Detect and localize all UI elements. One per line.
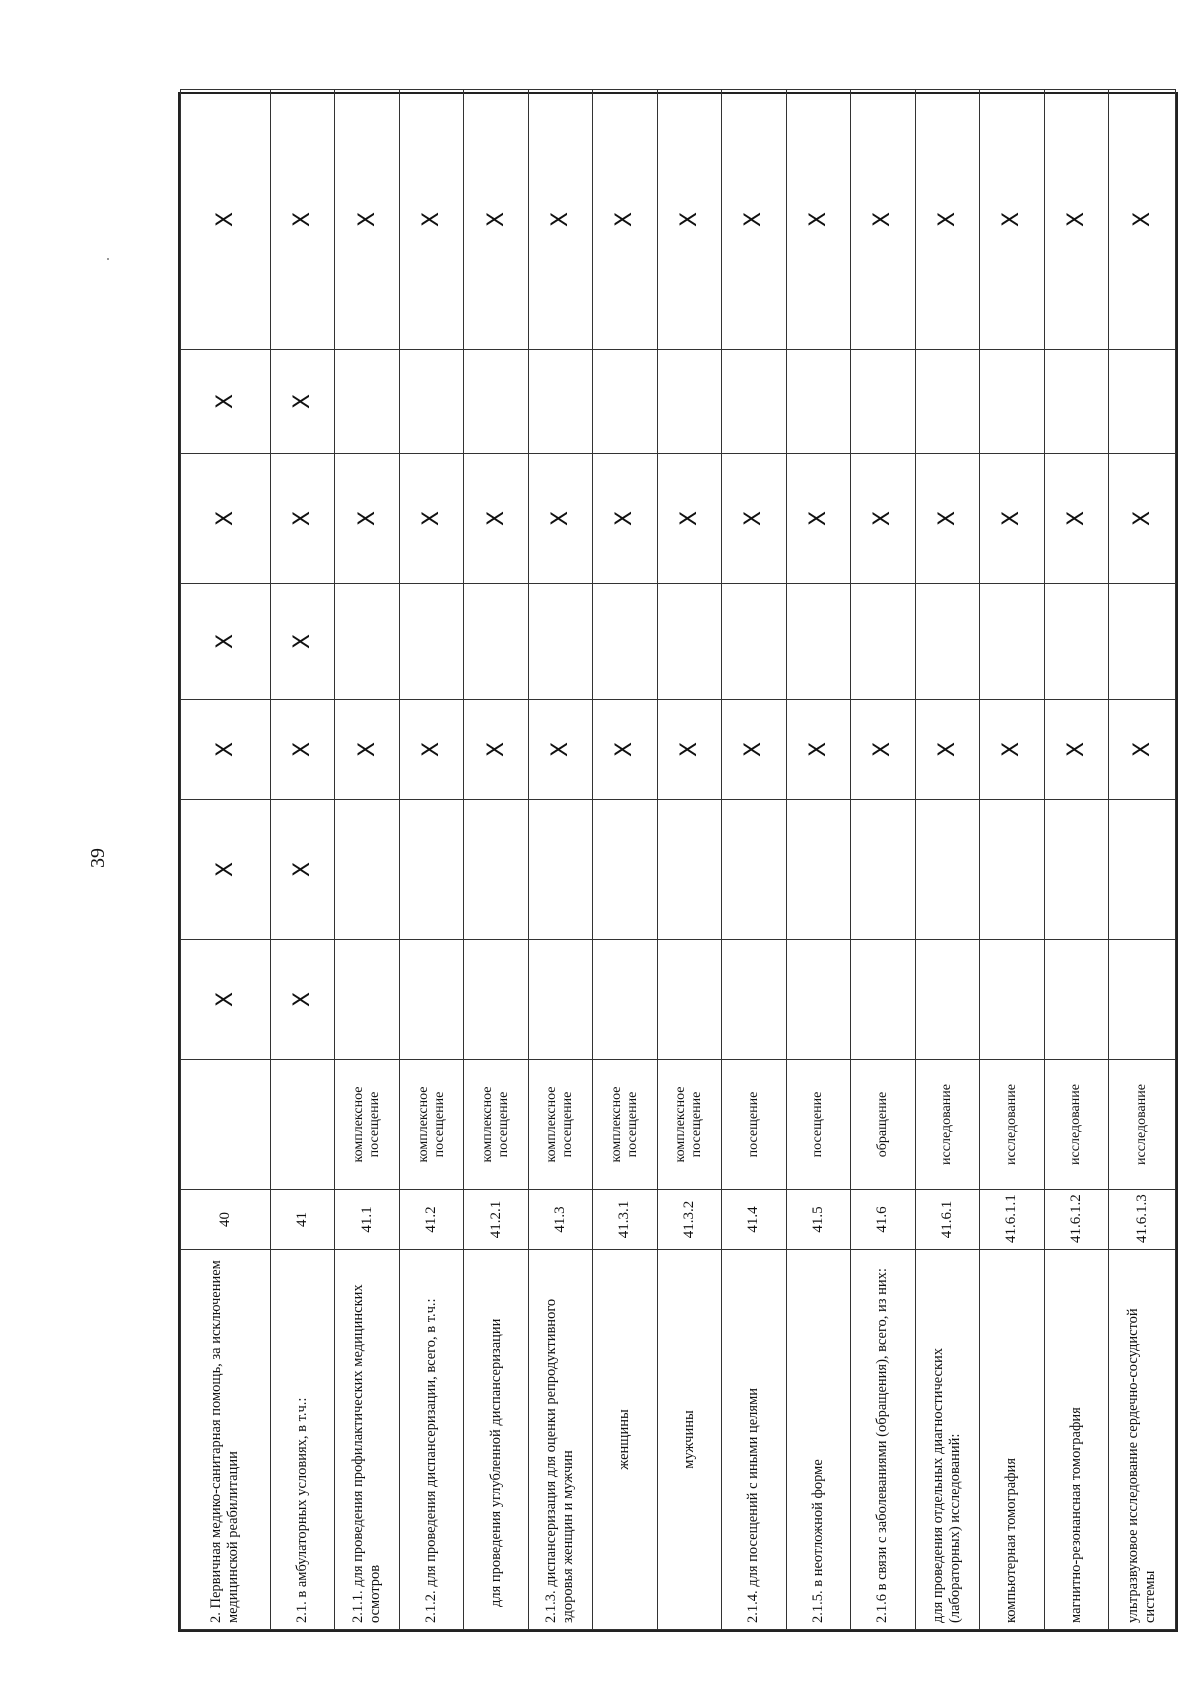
row-name-cell: женщины — [593, 1250, 657, 1630]
row-name-cell: 2.1.4. для посещений с иными целями — [722, 1250, 786, 1630]
mark-cell: X — [980, 454, 1044, 584]
mark-cell — [593, 940, 657, 1060]
mark-cell: X — [335, 454, 399, 584]
table-row — [528, 90, 592, 1630]
mark-cell — [915, 940, 979, 1060]
mark-cell — [915, 584, 979, 700]
mark-cell: X — [722, 454, 786, 584]
mark-cell — [399, 800, 463, 940]
mark-cell: X — [657, 700, 721, 800]
table-row — [786, 90, 850, 1630]
mark-cell: X — [270, 350, 334, 454]
row-unit-cell — [270, 1060, 334, 1190]
mark-cell: X — [181, 700, 271, 800]
mark-cell: X — [1044, 700, 1108, 800]
mark-cell — [851, 350, 915, 454]
mark-cell — [915, 800, 979, 940]
mark-cell: X — [270, 800, 334, 940]
row-code-cell: 41.6.1.2 — [1044, 1190, 1108, 1250]
table-row — [657, 90, 721, 1630]
mark-cell — [851, 584, 915, 700]
mark-cell: X — [980, 700, 1044, 800]
mark-cell — [335, 800, 399, 940]
mark-cell — [722, 350, 786, 454]
mark-cell — [915, 350, 979, 454]
mark-cell: X — [399, 700, 463, 800]
table-row — [270, 90, 334, 1630]
mark-cell — [1044, 584, 1108, 700]
mark-cell — [1044, 800, 1108, 940]
mark-cell: X — [851, 454, 915, 584]
mark-cell: X — [1109, 700, 1176, 800]
mark-cell: X — [399, 90, 463, 350]
row-unit-cell: комплексное посещение — [593, 1060, 657, 1190]
mark-cell — [1109, 584, 1176, 700]
row-code-cell: 41.4 — [722, 1190, 786, 1250]
row-unit-cell: комплексное посещение — [528, 1060, 592, 1190]
mark-cell — [528, 584, 592, 700]
mark-cell — [335, 940, 399, 1060]
row-name-cell: 2.1. в амбулаторных условиях, в т.ч.: — [270, 1250, 334, 1630]
mark-cell — [335, 584, 399, 700]
mark-cell — [464, 940, 528, 1060]
row-code-cell: 41.2 — [399, 1190, 463, 1250]
mark-cell: X — [270, 700, 334, 800]
mark-cell: X — [181, 584, 271, 700]
row-unit-cell: исследование — [1109, 1060, 1176, 1190]
table-row — [1109, 90, 1176, 1630]
row-name-cell: 2.1.1. для проведения профилактических медицинских осмотров — [335, 1250, 399, 1630]
mark-cell — [722, 800, 786, 940]
row-code-cell: 41.3.1 — [593, 1190, 657, 1250]
mark-cell: X — [464, 454, 528, 584]
mark-cell: X — [593, 700, 657, 800]
mark-cell — [980, 350, 1044, 454]
row-unit-cell: обращение — [851, 1060, 915, 1190]
row-unit-cell: комплексное посещение — [399, 1060, 463, 1190]
row-name-cell: мужчины — [657, 1250, 721, 1630]
table-row — [1044, 90, 1108, 1630]
mark-cell — [786, 350, 850, 454]
row-code-cell: 41.6.1 — [915, 1190, 979, 1250]
mark-cell: X — [722, 90, 786, 350]
table-row — [181, 90, 271, 1630]
mark-cell: X — [181, 350, 271, 454]
mark-cell — [657, 940, 721, 1060]
mark-cell: X — [657, 90, 721, 350]
mark-cell — [657, 800, 721, 940]
mark-cell: X — [915, 700, 979, 800]
mark-cell — [980, 800, 1044, 940]
page-number: 39 — [87, 848, 109, 868]
mark-cell: X — [851, 700, 915, 800]
mark-cell — [399, 584, 463, 700]
mark-cell — [657, 584, 721, 700]
table-row — [722, 90, 786, 1630]
row-name-cell: 2.1.5. в неотложной форме — [786, 1250, 850, 1630]
scan-speck — [107, 258, 109, 260]
row-name-cell: для проведения отдельных диагностических (лабораторных) исследований: — [915, 1250, 979, 1630]
row-unit-cell: исследование — [980, 1060, 1044, 1190]
row-code-cell: 41.3.2 — [657, 1190, 721, 1250]
mark-cell: X — [270, 90, 334, 350]
mark-cell — [722, 584, 786, 700]
table-row — [464, 90, 528, 1630]
mark-cell: X — [181, 940, 271, 1060]
mark-cell — [593, 800, 657, 940]
row-code-cell: 41.2.1 — [464, 1190, 528, 1250]
row-unit-cell: посещение — [722, 1060, 786, 1190]
row-name-cell: 2.1.3. диспансеризация для оценки репродуктивного здоровья женщин и мужчин — [528, 1250, 592, 1630]
mark-cell — [528, 940, 592, 1060]
table-body — [181, 90, 1176, 1630]
mark-cell — [528, 350, 592, 454]
mark-cell — [399, 350, 463, 454]
row-name-cell: компьютерная томография — [980, 1250, 1044, 1630]
mark-cell — [1109, 800, 1176, 940]
mark-cell: X — [181, 90, 271, 350]
mark-cell: X — [270, 454, 334, 584]
row-unit-cell: исследование — [915, 1060, 979, 1190]
mark-cell — [464, 584, 528, 700]
mark-cell — [786, 800, 850, 940]
mark-cell — [593, 584, 657, 700]
mark-cell: X — [528, 700, 592, 800]
row-code-cell: 41.6.1.1 — [980, 1190, 1044, 1250]
row-unit-cell — [181, 1060, 271, 1190]
row-code-cell: 41.6.1.3 — [1109, 1190, 1176, 1250]
row-name-cell: ультразвуковое исследование сердечно-сосудистой системы — [1109, 1250, 1176, 1630]
mark-cell: X — [1109, 90, 1176, 350]
mark-cell — [1044, 940, 1108, 1060]
row-name-cell: для проведения углубленной диспансеризации — [464, 1250, 528, 1630]
row-code-cell: 41.3 — [528, 1190, 592, 1250]
row-name-cell: 2. Первичная медико-санитарная помощь, за исключением медицинской реабилитации — [181, 1250, 271, 1630]
mark-cell: X — [399, 454, 463, 584]
mark-cell — [1109, 350, 1176, 454]
mark-cell — [593, 350, 657, 454]
mark-cell — [980, 584, 1044, 700]
mark-cell — [1044, 350, 1108, 454]
mark-cell: X — [915, 454, 979, 584]
rotated-table-wrapper — [178, 92, 1178, 1632]
mark-cell — [657, 350, 721, 454]
mark-cell — [464, 800, 528, 940]
mark-cell: X — [915, 90, 979, 350]
mark-cell: X — [786, 90, 850, 350]
mark-cell: X — [528, 454, 592, 584]
mark-cell: X — [464, 700, 528, 800]
table-row — [851, 90, 915, 1630]
mark-cell: X — [722, 700, 786, 800]
mark-cell: X — [851, 90, 915, 350]
mark-cell: X — [657, 454, 721, 584]
row-code-cell: 41.1 — [335, 1190, 399, 1250]
row-name-cell: магнитно-резонансная томография — [1044, 1250, 1108, 1630]
row-unit-cell: комплексное посещение — [335, 1060, 399, 1190]
row-name-cell: 2.1.2. для проведения диспансеризации, всего, в т.ч.: — [399, 1250, 463, 1630]
mark-cell: X — [181, 800, 271, 940]
data-table — [178, 92, 1178, 1632]
mark-cell: X — [593, 454, 657, 584]
row-code-cell: 41 — [270, 1190, 334, 1250]
mark-cell: X — [335, 700, 399, 800]
mark-cell: X — [786, 700, 850, 800]
table-row — [399, 90, 463, 1630]
table-row — [335, 90, 399, 1630]
mark-cell: X — [1109, 454, 1176, 584]
mark-cell — [851, 940, 915, 1060]
row-code-cell: 40 — [181, 1190, 271, 1250]
row-unit-cell: исследование — [1044, 1060, 1108, 1190]
mark-cell — [851, 800, 915, 940]
row-name-cell: 2.1.6 в связи с заболеваниями (обращения), всего, из них: — [851, 1250, 915, 1630]
mark-cell: X — [980, 90, 1044, 350]
row-unit-cell: посещение — [786, 1060, 850, 1190]
mark-cell — [1109, 940, 1176, 1060]
row-code-cell: 41.6 — [851, 1190, 915, 1250]
mark-cell: X — [1044, 90, 1108, 350]
mark-cell: X — [270, 584, 334, 700]
row-unit-cell: комплексное посещение — [464, 1060, 528, 1190]
table-row — [980, 90, 1044, 1630]
mark-cell — [464, 350, 528, 454]
mark-cell: X — [181, 454, 271, 584]
mark-cell — [722, 940, 786, 1060]
row-unit-cell: комплексное посещение — [657, 1060, 721, 1190]
mark-cell: X — [786, 454, 850, 584]
row-code-cell: 41.5 — [786, 1190, 850, 1250]
mark-cell — [335, 350, 399, 454]
mark-cell: X — [464, 90, 528, 350]
mark-cell: X — [593, 90, 657, 350]
table-row — [915, 90, 979, 1630]
mark-cell — [786, 584, 850, 700]
mark-cell: X — [335, 90, 399, 350]
mark-cell — [528, 800, 592, 940]
mark-cell — [786, 940, 850, 1060]
table-row — [593, 90, 657, 1630]
mark-cell: X — [1044, 454, 1108, 584]
mark-cell — [399, 940, 463, 1060]
mark-cell — [980, 940, 1044, 1060]
mark-cell: X — [528, 90, 592, 350]
mark-cell: X — [270, 940, 334, 1060]
